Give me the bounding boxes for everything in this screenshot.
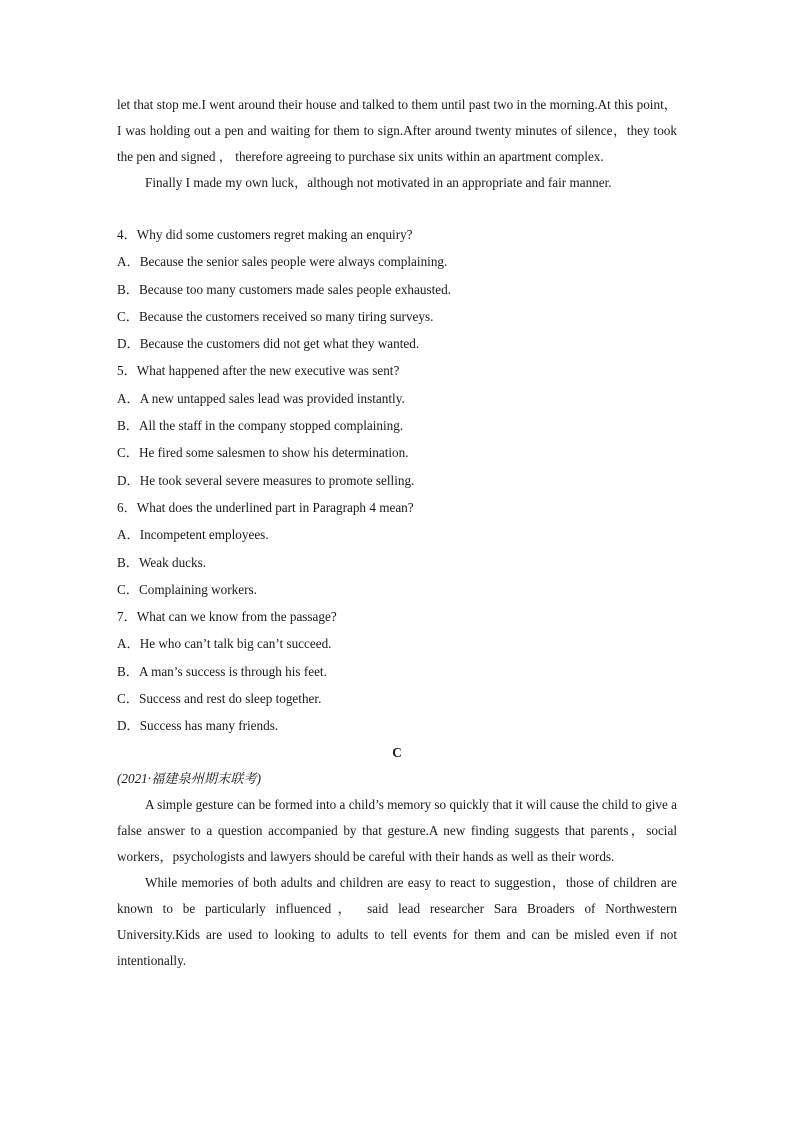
answer-option[interactable]: A．Because the senior sales people were always complaining. <box>117 254 448 270</box>
answer-option[interactable]: A．Incompetent employees. <box>117 527 269 543</box>
answer-option[interactable]: C．Complaining workers. <box>117 581 257 597</box>
answer-option[interactable]: A．A new untapped sales lead was provided instantly. <box>117 390 405 406</box>
answer-option[interactable]: B．Because too many customers made sales people exhausted. <box>117 281 451 297</box>
answer-option[interactable]: D．Success has many friends. <box>117 718 279 734</box>
passage-c-paragraph: A simple gesture can be formed into a child’s memory so quickly that it will cause the child to give a false answer to a question accompanied by that gesture.A new finding suggests that parents，social workers，psychologists and lawyers should be careful with their hands as well as their words. <box>117 796 677 864</box>
answer-option[interactable]: A．He who can’t talk big can’t succeed. <box>117 636 332 652</box>
passage-b-paragraph: Finally I made my own luck，although not motivated in an appropriate and fair manner. <box>145 175 612 190</box>
answer-option[interactable]: B．Weak ducks. <box>117 554 207 570</box>
question-stem: 4．Why did some customers regret making an enquiry? <box>117 227 413 242</box>
question-stem: 7．What can we know from the passage? <box>117 609 337 625</box>
answer-option[interactable]: B．A man’s success is through his feet. <box>117 663 327 679</box>
passage-b-paragraph: let that stop me.I went around their house and talked to them until past two in the morning.At this point，I was holding out a pen and waiting for them to sign.After around twenty minutes of silence，they took the pen and signed ， therefore agreeing to purchase six units within an apartment complex. <box>117 97 677 164</box>
question-stem: 5．What happened after the new executive was sent? <box>117 363 400 379</box>
answer-option[interactable]: C．He fired some salesmen to show his determination. <box>117 445 409 461</box>
answer-option[interactable]: B．All the staff in the company stopped complaining. <box>117 418 404 434</box>
passage-c-paragraph: While memories of both adults and children are easy to react to suggestion，those of children are known to be particularly influenced， said lead researcher Sara Broaders of Northwestern University.Kids are used to looking to adults to tell events for them and can be misled even if not intentionally. <box>117 874 677 968</box>
answer-option[interactable]: C．Success and rest do sleep together. <box>117 691 322 707</box>
document-page <box>117 92 677 974</box>
question-6 <box>117 494 677 603</box>
question-stem: 6．What does the underlined part in Paragraph 4 mean? <box>117 499 414 515</box>
answer-option[interactable]: C．Because the customers received so many tiring surveys. <box>117 308 434 324</box>
section-heading: C <box>392 744 402 760</box>
spacer <box>117 196 677 221</box>
passage-source: (2021·福建泉州期末联考) <box>117 770 261 786</box>
answer-option[interactable]: D．He took several severe measures to promote selling. <box>117 472 415 488</box>
question-5 <box>117 357 677 493</box>
question-7 <box>117 603 677 739</box>
question-4 <box>117 221 677 357</box>
answer-option[interactable]: D．Because the customers did not get what they wanted. <box>117 336 420 352</box>
